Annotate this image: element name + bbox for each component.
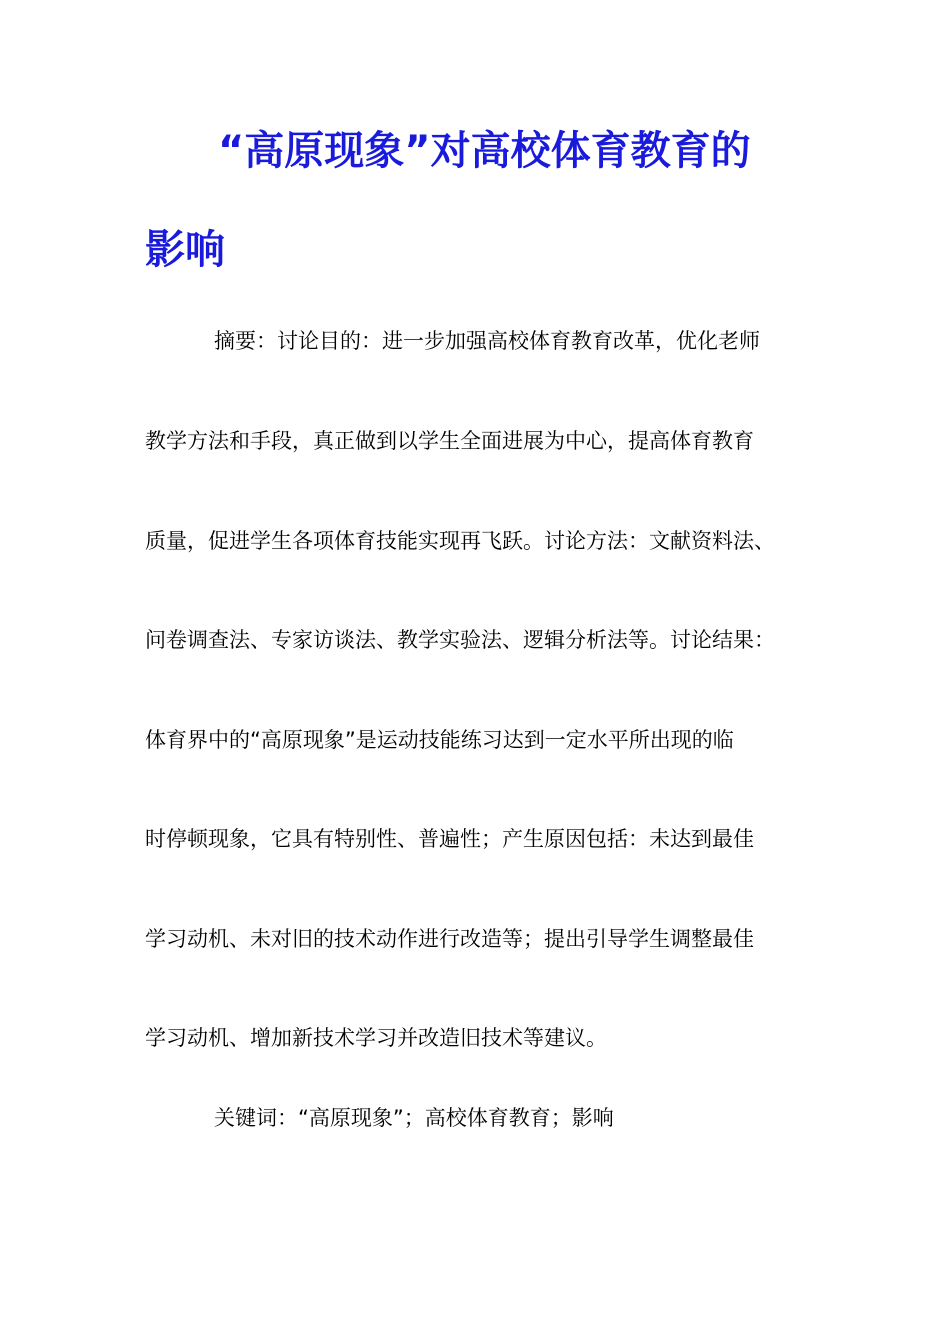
abstract-line-7: 学习动机、未对旧的技术动作进行改造等；提出引导学生调整最佳 — [145, 927, 754, 951]
keywords-line: 关键词：“高原现象”；高校体育教育；影响 — [214, 1106, 614, 1130]
abstract-line-5: 体育界中的“高原现象”是运动技能练习达到一定水平所出现的临 — [145, 728, 734, 752]
abstract-line-8: 学习动机、增加新技术学习并改造旧技术等建议。 — [145, 1026, 607, 1050]
abstract-line-3: 质量，促进学生各项体育技能实现再飞跃。讨论方法：文献资料法、 — [145, 529, 775, 553]
abstract-line-2: 教学方法和手段，真正做到以学生全面进展为中心，提高体育教育 — [145, 429, 754, 453]
title-line-2: 影响 — [145, 227, 225, 273]
abstract-line-1: 摘要：讨论目的：进一步加强高校体育教育改革，优化老师 — [214, 329, 760, 353]
title-line-1: “高原现象”对高校体育教育的 — [218, 128, 751, 174]
abstract-line-6: 时停顿现象，它具有特别性、普遍性；产生原因包括：未达到最佳 — [145, 827, 754, 851]
abstract-line-4: 问卷调查法、专家访谈法、教学实验法、逻辑分析法等。讨论结果： — [145, 628, 775, 652]
